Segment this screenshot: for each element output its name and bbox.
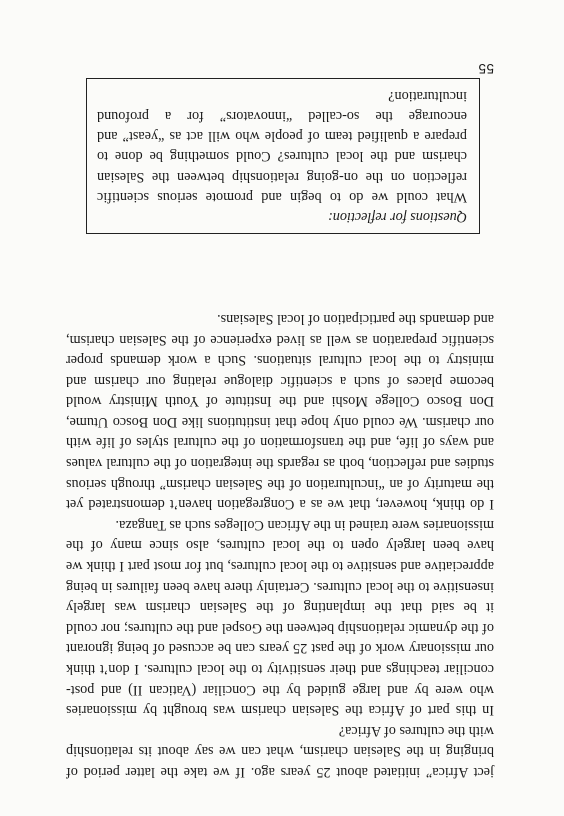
paragraph-3: I do think, however, that we as a Congregation haven’t demonstrated yet the maturity of an “inculturation of the Salesian charism” through serious studies and reflection, both as regards the integration of the cultural values and ways of life, and the transformation of the cultural styles of life with our charism. We could only hope that institutions like Don Bosco Utume, Don Bosco College Moshi and the Institute of Youth Ministry would become places of such a scientific dialogue relating our charism and ministry to the local cultural situations. Such a work demands proper scientific preparation as well as lived experience of the Salesian charism, and demands the participation of local Salesians. [66,310,494,513]
paragraph-1: ject Africa” initiated about 25 years ago. If we take the latter period of bringing in the Salesian charism, what can we say about its relationship with the cultures of Africa? [66,722,494,780]
reflection-text: What could we do to begin and promote serious scientific reflection on the on-going relationship between the Salesian charism and the local cultures? Could something be done to prepare a qualified team of people who will act as “yeast” and encourage the so-called “innovators” for a profound inculturation? [97,87,467,205]
reflection-heading: Questions for reflection: [328,209,467,225]
page-number: 55 [477,61,494,76]
paragraph-2: In this part of Africa the Salesian charism was brought by missionaries who were by and large guided by the Conciliar (Vatican II) and post-conciliar teachings and their sensitivity to the local cultures. I don’t think our missionary work of the past 25 years can be accused of being ignorant of the dynamic relationship between the Gospel and the cultures; nor could it be said that the implanting of the Salesian charism was largely insensitive to the local cultures. Certainly there have been failures in being appreciative and sensitive to the local cultures, but for most part I think we have been largely open to the local cultures, also since many of the missionaries were trained in the African Colleges such as Tangaza. [66,516,494,719]
reflection-questions-box [86,78,480,234]
body-text [66,308,494,782]
